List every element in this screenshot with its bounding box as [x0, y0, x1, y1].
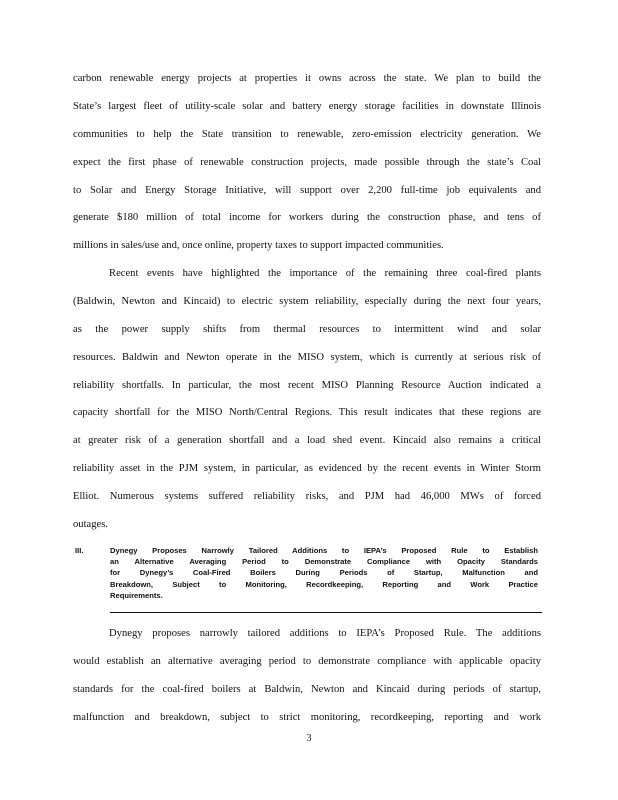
- text-line: outages.: [73, 519, 109, 531]
- heading-line: Dynegy Proposes Narrowly Tailored Additions to IEPA’s Proposed Rule to Establish: [110, 546, 538, 555]
- text-line: standards for the coal-fired boilers at Baldwin, Newton and Kincaid during periods of startup,: [73, 683, 541, 695]
- paragraph-renewable-projects: [73, 65, 541, 260]
- page-number: 3: [306, 733, 312, 744]
- text-line: Recent events have highlighted the importance of the remaining three coal-fired plants: [109, 268, 541, 279]
- heading-line: for Dynegy’s Coal-Fired Boilers During Periods of Startup, Malfunction and: [110, 568, 538, 578]
- text-line: at greater risk of a generation shortfall and a load shed event. Kincaid also remains a critical: [73, 435, 541, 447]
- text-line: State’s largest fleet of utility-scale solar and battery energy storage facilities in downstate Illinois: [73, 100, 541, 112]
- paragraph-reliability: [73, 260, 541, 539]
- heading-line: Breakdown, Subject to Monitoring, Recordkeeping, Reporting and Work Practice: [110, 579, 538, 589]
- text-line: communities to help the State transition to renewable, zero-emission electricity generation. We: [73, 128, 541, 140]
- text-line: capacity shortfall for the MISO North/Central Regions. This result indicates that these regions are: [73, 407, 541, 419]
- text-line: generate $180 million of total income for workers during the construction phase, and tens of: [73, 212, 541, 224]
- text-line: to Solar and Energy Storage Initiative, will support over 2,200 full-time job equivalents and: [73, 184, 541, 196]
- heading-line: Requirements.: [110, 590, 163, 600]
- heading-line: an Alternative Averaging Period to Demonstrate Compliance with Opacity Standards: [110, 557, 538, 567]
- text-line: (Baldwin, Newton and Kincaid) to electric system reliability, especially during the next four years,: [73, 295, 541, 307]
- section-title: [110, 545, 538, 601]
- text-line: Elliot. Numerous systems suffered reliability risks, and PJM had 46,000 MWs of forced: [73, 491, 541, 503]
- text-line: resources. Baldwin and Newton operate in the MISO system, which is currently at serious risk of: [73, 351, 541, 363]
- section-number: III.: [75, 546, 84, 555]
- text-line: malfunction and breakdown, subject to strict monitoring, recordkeeping, reporting and work: [73, 711, 541, 723]
- text-line: reliability shortfalls. In particular, the most recent MISO Planning Resource Auction indicated a: [73, 379, 541, 391]
- paragraph-proposed-additions: [73, 620, 541, 732]
- text-line: would establish an alternative averaging period to demonstrate compliance with applicable opacity: [73, 655, 541, 667]
- text-line: carbon renewable energy projects at properties it owns across the state. We plan to build the: [73, 73, 541, 84]
- text-line: Dynegy proposes narrowly tailored additions to IEPA’s Proposed Rule. The additions: [109, 628, 541, 639]
- text-line: expect the first phase of renewable construction projects, made possible through the state’s Coal: [73, 156, 541, 168]
- text-line: millions in sales/use and, once online, property taxes to support impacted communities.: [73, 240, 444, 252]
- text-line: reliability asset in the PJM system, in particular, as evidenced by the recent events in Winter Storm: [73, 463, 541, 475]
- text-line: as the power supply shifts from thermal resources to intermittent wind and solar: [73, 323, 541, 335]
- heading-underline: [110, 612, 542, 613]
